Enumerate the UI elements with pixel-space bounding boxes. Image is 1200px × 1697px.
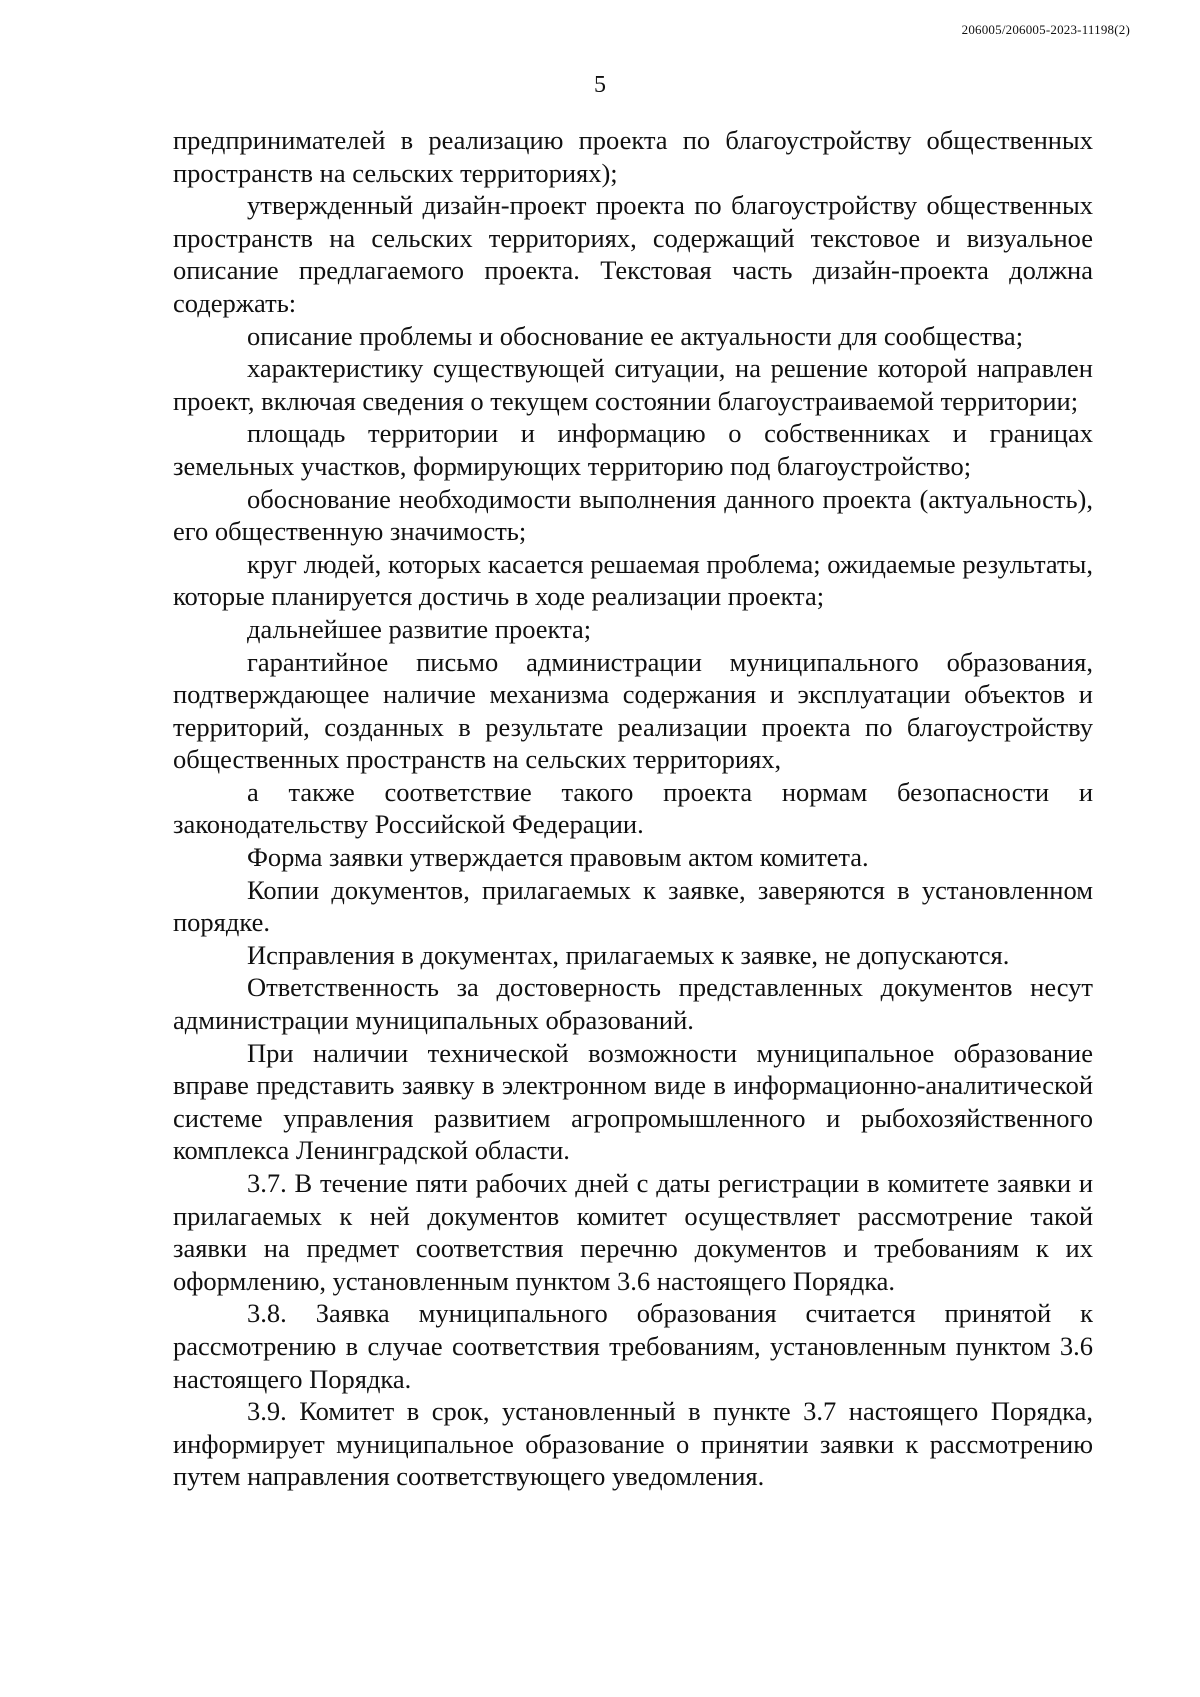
- paragraph: Исправления в документах, прилагаемых к заявке, не допускаются.: [247, 939, 1010, 970]
- paragraph: площадь территории и информацию о собственниках и границах земельных участков, формирующих территорию под благоустройство;: [173, 418, 1093, 481]
- paragraph: Форма заявки утверждается правовым актом комитета.: [247, 842, 869, 873]
- page-number: 5: [594, 72, 606, 98]
- paragraph: а также соответствие такого проекта нормам безопасности и законодательству Российской Федерации.: [173, 776, 1093, 840]
- paragraph: описание проблемы и обоснование ее актуальности для сообщества;: [247, 320, 1024, 351]
- paragraph: гарантийное письмо администрации муниципального образования, подтверждающее наличие механизма содержания и эксплуатации объектов и территорий, созданных в результате реализации проекта по благоустройству общественных пространств на сельских территориях,: [173, 646, 1093, 775]
- document-id: 206005/206005-2023-11198(2): [961, 22, 1130, 37]
- paragraph: Ответственность за достоверность представленных документов несут администрации муниципальных образований.: [173, 972, 1093, 1036]
- paragraph: утвержденный дизайн-проект проекта по благоустройству общественных пространств на сельских территориях, содержащий текстовое и визуальное описание предлагаемого проекта. Текстовая часть дизайн-проекта должна содержать:: [173, 190, 1093, 318]
- paragraph: Копии документов, прилагаемых к заявке, заверяются в установленном порядке.: [173, 874, 1093, 938]
- paragraph: 3.9. Комитет в срок, установленный в пункте 3.7 настоящего Порядка, информирует муниципальное образование о принятии заявки к рассмотрению путем направления соответствующего уведомления.: [173, 1396, 1093, 1492]
- paragraph: дальнейшее развитие проекта;: [247, 613, 592, 644]
- document-body: [173, 124, 1093, 1493]
- paragraph: характеристику существующей ситуации, на решение которой направлен проект, включая сведения о текущем состоянии благоустраиваемой территории;: [173, 353, 1093, 416]
- paragraph: круг людей, которых касается решаемая проблема; ожидаемые результаты, которые планируется достичь в ходе реализации проекта;: [173, 548, 1093, 612]
- paragraph: При наличии технической возможности муниципальное образование вправе представить заявку в электронном виде в информационно-аналитической системе управления развитием агропромышленного и рыбохозяйственного комплекса Ленинградской области.: [173, 1037, 1093, 1166]
- paragraph: 3.8. Заявка муниципального образования считается принятой к рассмотрению в случае соответствия требованиям, установленным пунктом 3.6 настоящего Порядка.: [173, 1298, 1093, 1394]
- paragraph: обоснование необходимости выполнения данного проекта (актуальность), его общественную значимость;: [173, 483, 1093, 547]
- paragraph: предпринимателей в реализацию проекта по благоустройству общественных пространств на сельских территориях);: [173, 125, 1093, 188]
- paragraph: 3.7. В течение пяти рабочих дней с даты регистрации в комитете заявки и прилагаемых к ней документов комитет осуществляет рассмотрение такой заявки на предмет соответствия перечню документов и требованиям к их оформлению, установленным пунктом 3.6 настоящего Порядка.: [173, 1168, 1093, 1296]
